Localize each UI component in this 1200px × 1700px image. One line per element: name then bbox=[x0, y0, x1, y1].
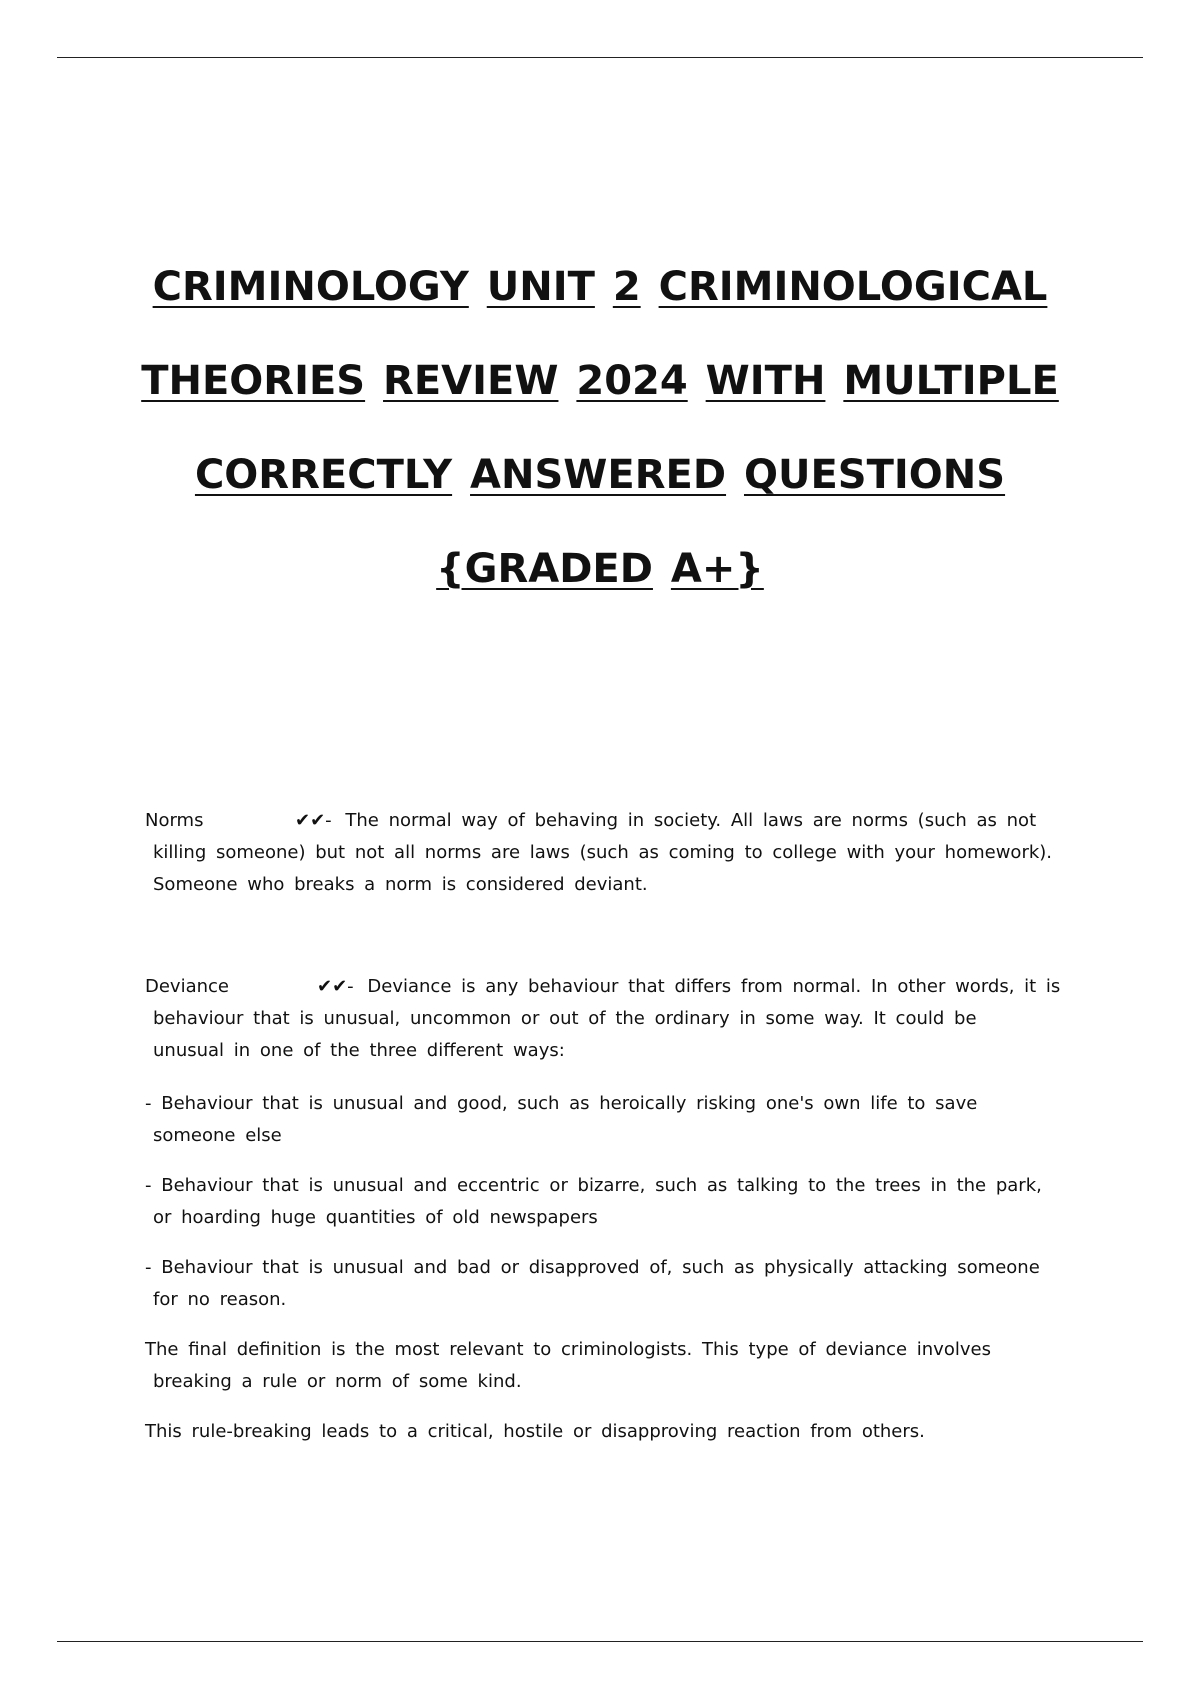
glossary-entry-norms bbox=[145, 805, 1100, 901]
top-rule bbox=[57, 57, 1143, 58]
title-word: UNIT bbox=[486, 264, 595, 310]
title-word: CRIMINOLOGY bbox=[152, 264, 469, 310]
title-line-1 bbox=[100, 240, 1100, 334]
bullet-item bbox=[145, 1252, 1100, 1316]
title-word: WITH bbox=[705, 358, 826, 404]
entry-definition-line: behaviour that is unusual, uncommon or out of the ordinary in some way. It could be bbox=[153, 1008, 977, 1029]
title-line-4 bbox=[100, 522, 1100, 616]
entry-definition-line: Deviance is any behaviour that differs from normal. In other words, it is bbox=[367, 976, 1061, 997]
bullet-line: or hoarding huge quantities of old newspapers bbox=[153, 1207, 598, 1228]
title-word: 2024 bbox=[576, 358, 688, 404]
bullet-item bbox=[145, 1088, 1100, 1152]
entry-definition-line: The normal way of behaving in society. All laws are norms (such as not bbox=[345, 810, 1037, 831]
title-word: ANSWERED bbox=[470, 452, 727, 498]
title-word: MULTIPLE bbox=[843, 358, 1059, 404]
title-word: QUESTIONS bbox=[743, 452, 1006, 498]
bullet-line: - Behaviour that is unusual and bad or disapproved of, such as physically attacking someone bbox=[145, 1257, 1040, 1278]
bullet-line: - Behaviour that is unusual and eccentric or bizarre, such as talking to the trees in the park, bbox=[145, 1175, 1042, 1196]
double-check-icon: ✔✔- bbox=[295, 810, 332, 831]
entry-first-line bbox=[145, 971, 1100, 1003]
entry-term: Norms bbox=[145, 810, 204, 831]
bullet-line: someone else bbox=[153, 1125, 282, 1146]
title-line-2 bbox=[100, 334, 1100, 428]
double-check-icon: ✔✔- bbox=[317, 976, 354, 997]
entry-first-line bbox=[145, 805, 1100, 837]
body-paragraph bbox=[145, 1416, 1100, 1448]
paragraph-line: This rule-breaking leads to a critical, hostile or disapproving reaction from others. bbox=[145, 1421, 925, 1442]
bullet-line: for no reason. bbox=[153, 1289, 287, 1310]
title-word: A+} bbox=[670, 546, 764, 592]
bottom-rule bbox=[57, 1641, 1143, 1642]
entry-definition-line: killing someone) but not all norms are laws (such as coming to college with your homework). bbox=[153, 842, 1053, 863]
document-title bbox=[100, 240, 1100, 616]
title-word: 2 bbox=[612, 264, 641, 310]
title-word: CORRECTLY bbox=[194, 452, 453, 498]
entry-term: Deviance bbox=[145, 976, 229, 997]
title-word: REVIEW bbox=[383, 358, 559, 404]
title-line-3 bbox=[100, 428, 1100, 522]
paragraph-line: breaking a rule or norm of some kind. bbox=[153, 1371, 522, 1392]
body-paragraph bbox=[145, 1334, 1100, 1398]
title-word: THEORIES bbox=[141, 358, 366, 404]
entry-definition-line: unusual in one of the three different ways: bbox=[153, 1040, 565, 1061]
bullet-line: - Behaviour that is unusual and good, such as heroically risking one's own life to save bbox=[145, 1093, 978, 1114]
title-word: {GRADED bbox=[436, 546, 653, 592]
bullet-item bbox=[145, 1170, 1100, 1234]
paragraph-line: The final definition is the most relevant to criminologists. This type of deviance involves bbox=[145, 1339, 991, 1360]
glossary-entry-deviance bbox=[145, 971, 1100, 1067]
title-word: CRIMINOLOGICAL bbox=[658, 264, 1048, 310]
entry-definition-line: Someone who breaks a norm is considered deviant. bbox=[153, 874, 648, 895]
